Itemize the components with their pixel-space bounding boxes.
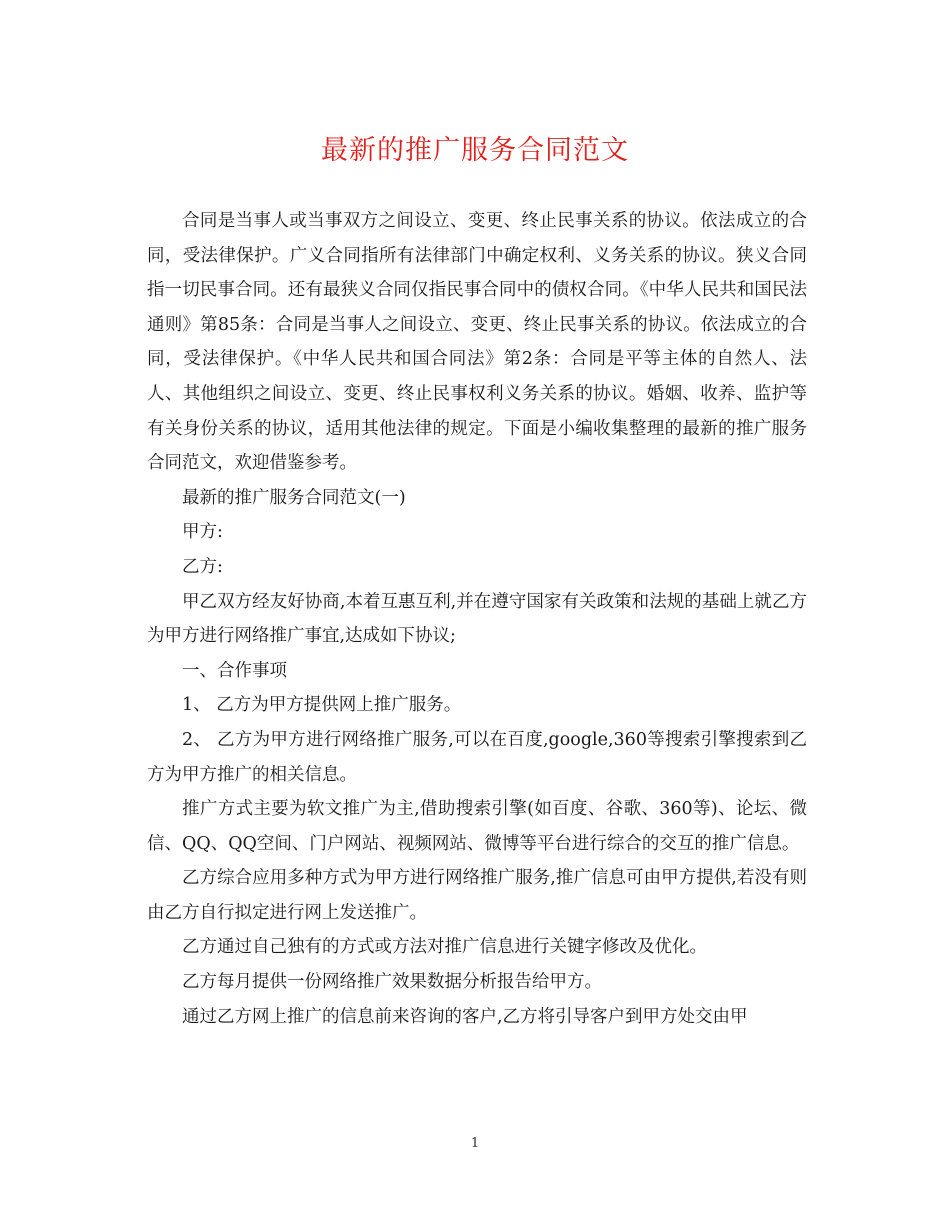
paragraph-item-1: 1、 乙方为甲方提供网上推广服务。 (182, 695, 462, 716)
paragraph-intro: 合同是当事人或当事双方之间设立、变更、终止民事关系的协议。依法成立的合同，受法律保护。广义合同指所有法律部门中确定权利、义务关系的协议。狭义合同指一切民事合同。还有最狭义合同仅指民事合同中的债权合同。《中华人民共和国民法通则》第85条：合同是当事人之间设立、变更、终止民事关系的协议。依法成立的合同，受法律保护。《中华人民共和国合同法》第2条：合同是平等主体的自然人、法人、其他组织之间设立、变更、终止民事权利义务关系的协议。婚姻、收养、监护等有关身份关系的协议，适用其他法律的规定。下面是小编收集整理的最新的推广服务合同范文，欢迎借鉴参考。 (147, 211, 807, 474)
paragraph-item-2: 2、 乙方为甲方进行网络推广服务,可以在百度,google,360等搜索引擎搜索到乙方为甲方推广的相关信息。 (147, 729, 807, 785)
paragraph-section-heading: 最新的推广服务合同范文(一) (182, 487, 406, 508)
page-number: 1 (470, 1136, 480, 1151)
paragraph-preamble: 甲乙双方经友好协商,本着互惠互利,并在遵守国家有关政策和法规的基础上就乙方为甲方进行网络推广事宜,达成如下协议; (147, 591, 807, 647)
document-body (147, 204, 807, 1034)
paragraph-clause-heading: 一、合作事项 (182, 660, 287, 681)
paragraph-keyword-optimization: 乙方通过自己独有的方式或方法对推广信息进行关键字修改及优化。 (182, 937, 707, 958)
paragraph-customer-referral: 通过乙方网上推广的信息前来咨询的客户,乙方将引导客户到甲方处交由甲 (182, 1006, 748, 1027)
paragraph-service-scope: 乙方综合应用多种方式为甲方进行网络推广服务,推广信息可由甲方提供,若没有则由乙方自行拟定进行网上发送推广。 (147, 868, 807, 923)
paragraph-promotion-methods: 推广方式主要为软文推广为主,借助搜索引擎(如百度、谷歌、360等)、论坛、微信、QQ、QQ空间、门户网站、视频网站、微博等平台进行综合的交互的推广信息。 (147, 799, 807, 854)
paragraph-monthly-report: 乙方每月提供一份网络推广效果数据分析报告给甲方。 (182, 972, 602, 993)
document-title: 最新的推广服务合同范文 (321, 135, 629, 166)
paragraph-party-a: 甲方: (182, 522, 223, 543)
paragraph-party-b: 乙方: (182, 556, 223, 577)
